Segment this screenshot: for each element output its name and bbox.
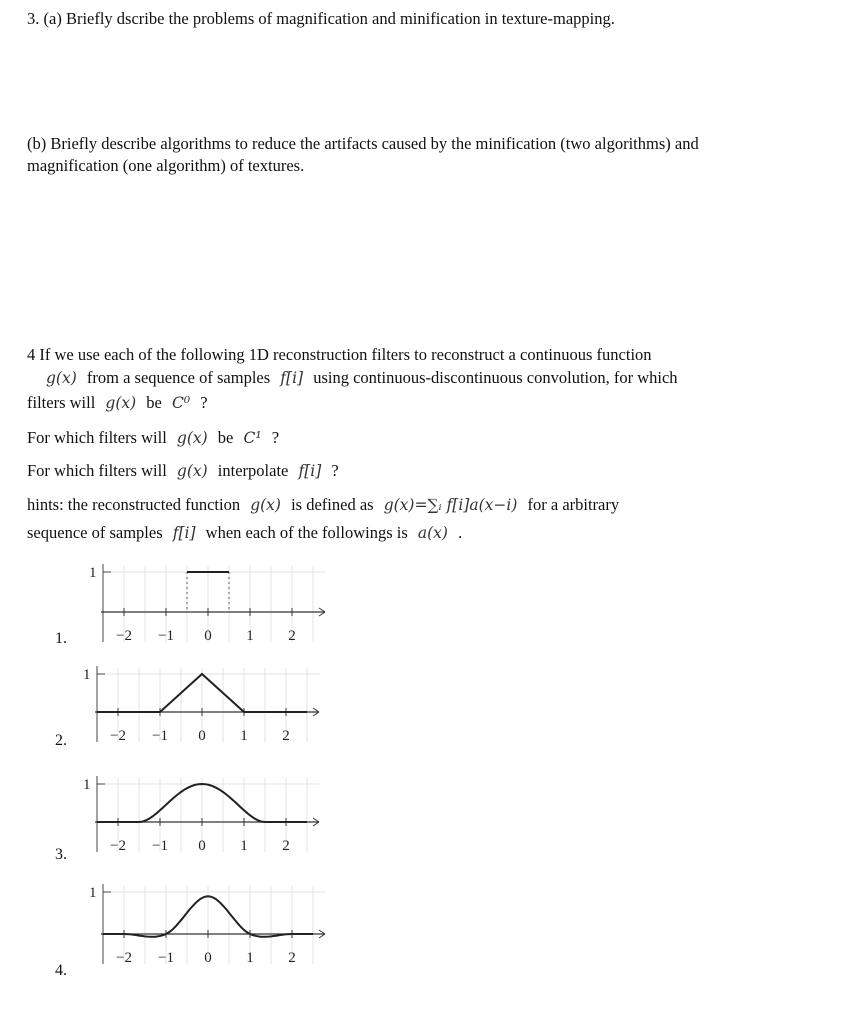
text: be	[217, 428, 234, 447]
question-4-line-1: 4 If we use each of the following 1D reconstruction filters to reconstruct a continuous function	[27, 345, 652, 364]
text: For which filters will	[27, 461, 167, 480]
text: be	[146, 393, 162, 412]
x-tick-label: −1	[152, 728, 168, 744]
filter-number-3: 3.	[55, 846, 67, 863]
x-tick-label: −2	[110, 838, 126, 854]
math-g-x: g(x)	[250, 496, 281, 514]
text: ?	[200, 393, 208, 412]
question-4-line-5	[27, 461, 339, 481]
filter-number-2: 2.	[55, 732, 67, 749]
question-4-line-2	[40, 368, 678, 388]
x-tick-label: 1	[240, 728, 248, 744]
x-tick-label: 1	[246, 628, 254, 644]
x-tick-label: 0	[204, 628, 212, 644]
text: ?	[271, 428, 280, 447]
y-tick-label: 1	[83, 777, 91, 793]
x-tick-label: 2	[288, 628, 296, 644]
x-tick-label: 2	[282, 838, 290, 854]
question-4-hint-line-1	[27, 495, 619, 515]
text: from a sequence of samples	[86, 368, 271, 387]
x-tick-label: −2	[110, 728, 126, 744]
question-3b-line-2: magnification (one algorithm) of textures.	[27, 156, 305, 175]
question-3a: 3. (a) Briefly dscribe the problems of magnification and minification in texture-mapping.	[27, 9, 615, 28]
x-tick-label: 1	[246, 950, 254, 966]
x-tick-label: −1	[152, 838, 168, 854]
text: when each of the followings is	[205, 523, 408, 542]
x-tick-label: 2	[288, 950, 296, 966]
text: sequence of samples	[27, 523, 163, 542]
question-3b-line-1: (b) Briefly describe algorithms to reduce the artifacts caused by the minification (two algorithms) and	[27, 134, 699, 153]
x-tick-label: −2	[116, 628, 132, 644]
text: .	[458, 523, 463, 542]
math-c0: C⁰	[172, 394, 191, 412]
math-g-x: g(x)	[46, 369, 77, 387]
x-tick-label: −1	[158, 628, 174, 644]
filter-number-1: 1.	[55, 630, 67, 647]
filter-plot-3	[83, 770, 380, 862]
math-a-x: a(x)	[417, 524, 448, 542]
question-4-line-4	[27, 428, 279, 448]
filter-number-4: 4.	[55, 962, 67, 979]
x-tick-label: 1	[240, 838, 248, 854]
x-tick-label: 2	[282, 728, 290, 744]
question-4-line-3	[27, 393, 208, 413]
x-tick-label: 0	[204, 950, 212, 966]
filter-plot-4	[90, 882, 390, 974]
text: interpolate	[217, 461, 289, 480]
math-g-x: g(x)	[176, 462, 208, 480]
x-tick-label: 0	[198, 838, 206, 854]
y-tick-label: 1	[89, 885, 97, 901]
text: hints: the reconstructed function	[27, 495, 241, 514]
filter-plot-1	[90, 562, 380, 652]
text: for a arbitrary	[527, 495, 620, 514]
x-tick-label: −2	[116, 950, 132, 966]
text: is defined as	[291, 495, 374, 514]
math-convolution-formula: g(x)=∑ᵢ f[i]a(x−i)	[383, 496, 518, 514]
text: ?	[331, 461, 339, 480]
math-f-i: f[i]	[280, 369, 304, 387]
math-f-i: f[i]	[298, 462, 322, 480]
y-tick-label: 1	[89, 565, 97, 581]
math-g-x: g(x)	[105, 394, 137, 412]
text: For which filters will	[27, 428, 167, 447]
text: filters will	[27, 393, 96, 412]
text: using continuous-discontinuous convolution, for which	[313, 368, 678, 387]
question-4-hint-line-2	[27, 523, 462, 543]
x-tick-label: 0	[198, 728, 206, 744]
math-f-i: f[i]	[172, 524, 196, 542]
filter-plot-2	[83, 662, 380, 752]
math-g-x: g(x)	[176, 429, 208, 447]
math-c1: C¹	[243, 429, 262, 447]
x-tick-label: −1	[158, 950, 174, 966]
y-tick-label: 1	[83, 667, 91, 683]
